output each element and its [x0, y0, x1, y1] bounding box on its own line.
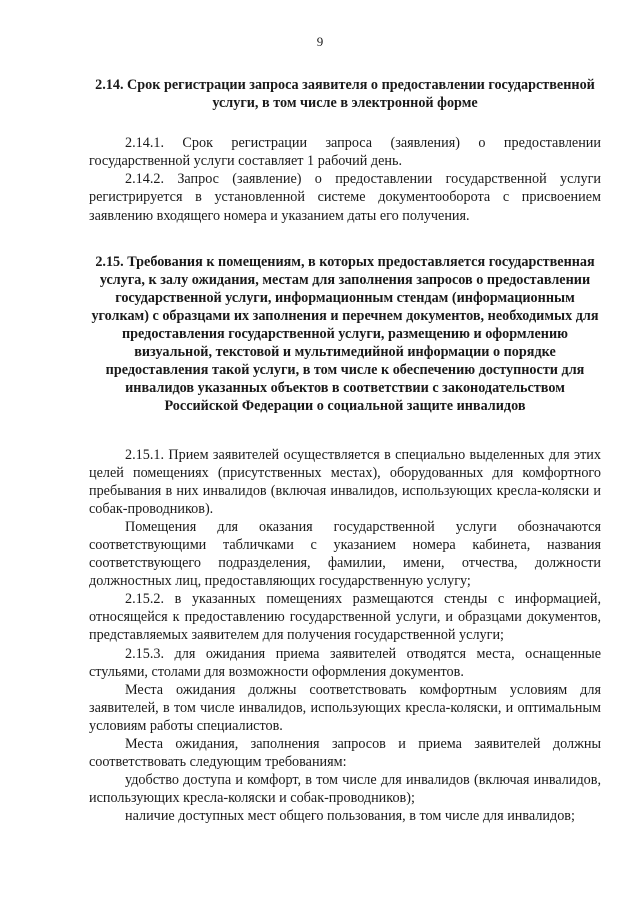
paragraph: Места ожидания должны соответствовать комфортным условиям для заявителей, в том числе инвалидов, использующих кресла-коляски, и оптимальным условиям работы специалистов. [89, 681, 601, 734]
paragraph: 2.15.1. Прием заявителей осуществляется в специально выделенных для этих целей помещениях (присутственных местах), оборудованных для комфортного пребывания в них инвалидов (включая инвалидов, использующих кресла-коляски и собак-проводников). [89, 446, 601, 517]
document-body [89, 76, 601, 825]
paragraph: 2.15.3. для ожидания приема заявителей отводятся места, оснащенные стульями, столами для возможности оформления документов. [89, 645, 601, 680]
paragraph: Помещения для оказания государственной услуги обозначаются соответствующими табличками с указанием номера кабинета, названия соответствующего подразделения, фамилии, имени, отчества, должности должностных лиц, предоставляющих государственную услугу; [89, 518, 601, 590]
page-number: 9 [316, 34, 324, 49]
paragraph: Места ожидания, заполнения запросов и приема заявителей должны соответствовать следующим требованиям: [89, 736, 601, 771]
paragraph: 2.15.2. в указанных помещениях размещаются стенды с информацией, относящейся к предоставлению государственной услуги, и образцами документов, представляемых заявителем для получения государственной услуги; [89, 591, 601, 644]
paragraph: наличие доступных мест общего пользования, в том числе для инвалидов; [125, 808, 575, 825]
paragraph: 2.14.2. Запрос (заявление) о предоставлении государственной услуги регистрируется в установленной системе документооборота с присвоением заявлению входящего номера и указанием даты его получения. [89, 171, 601, 224]
section-2-15 [89, 253, 601, 826]
paragraph: удобство доступа и комфорт, в том числе для инвалидов (включая инвалидов, использующих кресла-коляски и собак-проводников); [89, 772, 601, 807]
section-heading: 2.14. Срок регистрации запроса заявителя о предоставлении государственной услуги, в том числе в электронной форме [95, 77, 595, 112]
section-2-14 [89, 76, 601, 225]
section-heading: 2.15. Требования к помещениям, в которых предоставляется государственная услуга, к залу ожидания, местам для заполнения запросов о предоставлении государственной услуги, информационным стендам (информационным уголкам) с образцами их заполнения и перечнем документов, необходимых для предоставления государственной услуги, размещению и оформлению визуальной, текстовой и мультимедийной информации о порядке предоставления такой услуги, в том числе к обеспечению доступности для инвалидов указанных объектов в соответствии с законодательством Российской Федерации о социальной защите инвалидов [91, 253, 599, 415]
paragraph: 2.14.1. Срок регистрации запроса (заявления) о предоставлении государственной услуги составляет 1 рабочий день. [89, 135, 601, 170]
